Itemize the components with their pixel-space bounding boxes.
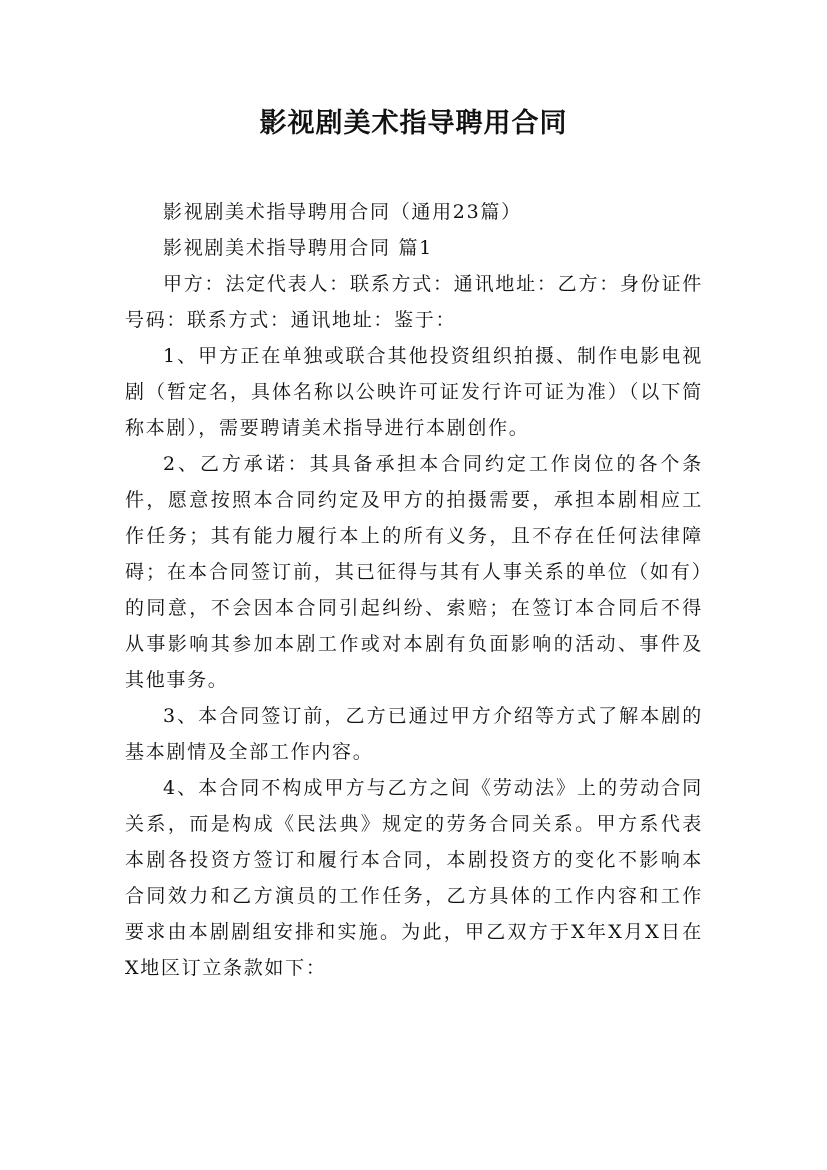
paragraph-subtitle: 影视剧美术指导聘用合同（通用23篇） xyxy=(163,201,522,223)
paragraph-clause-3: 3、本合同签订前，乙方已通过甲方介绍等方式了解本剧的基本剧情及全部工作内容。 xyxy=(125,705,703,763)
paragraph-clause-1: 1、甲方正在单独或联合其他投资组织拍摄、制作电影电视剧（暂定名，具体名称以公映许可证发行许可证为准）（以下简称本剧），需要聘请美术指导进行本剧创作。 xyxy=(125,345,703,439)
paragraph-clause-2: 2、乙方承诺：其具备承担本合同约定工作岗位的各个条件，愿意按照本合同约定及甲方的拍摄需要，承担本剧相应工作任务；其有能力履行本上的所有义务，且不存在任何法律障碍；在本合同签订前，其已征得与其有人事关系的单位（如有）的同意，不会因本合同引起纠纷、索赔；在签订本合同后不得从事影响其参加本剧工作或对本剧有负面影响的活动、事件及其他事务。 xyxy=(125,453,703,691)
paragraph-section-heading: 影视剧美术指导聘用合同 篇1 xyxy=(163,237,433,259)
paragraph-parties: 甲方：法定代表人：联系方式：通讯地址：乙方：身份证件号码：联系方式：通讯地址：鉴于： xyxy=(125,273,703,331)
paragraph-clause-4: 4、本合同不构成甲方与乙方之间《劳动法》上的劳动合同关系，而是构成《民法典》规定的劳务合同关系。甲方系代表本剧各投资方签订和履行本合同，本剧投资方的变化不影响本合同效力和乙方演员的工作任务，乙方具体的工作内容和工作要求由本剧剧组安排和实施。为此，甲乙双方于X年X月X日在X地区订立条款如下： xyxy=(125,777,703,979)
document-title: 影视剧美术指导聘用合同 xyxy=(259,108,568,139)
document-body xyxy=(125,194,703,986)
